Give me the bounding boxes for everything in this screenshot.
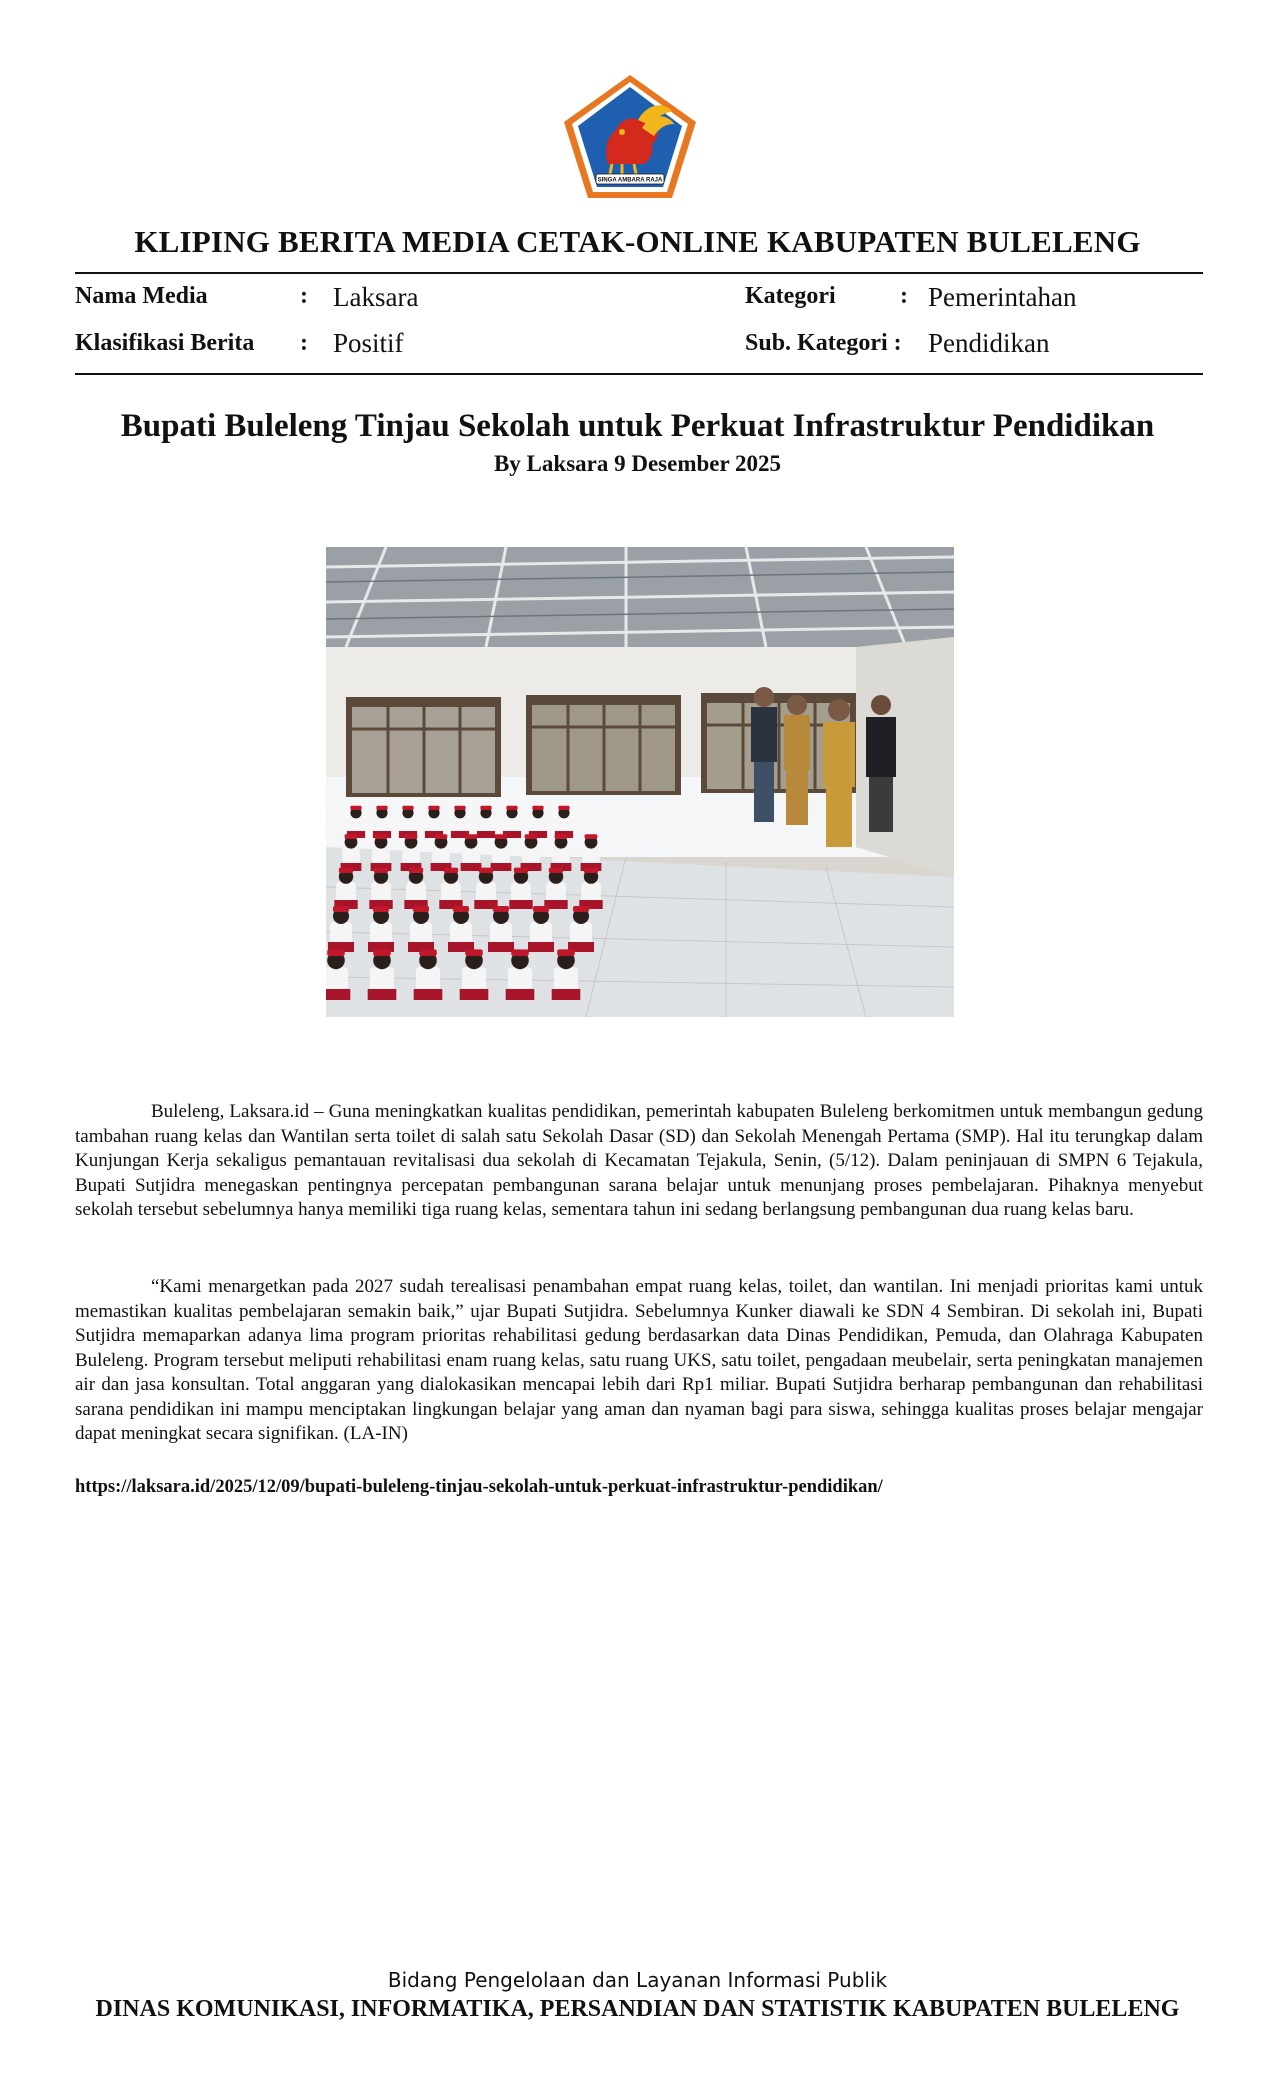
media-name-colon: :	[300, 283, 308, 309]
paragraph-2-text: “Kami menargetkan pada 2027 sudah terealisasi penambahan empat ruang kelas, toilet, dan wantilan. Ini menjadi prioritas kami untuk memastikan kualitas pembelajaran semakin baik,” ujar Bupati Sutjidra. Sebelumnya Kunker diawali ke SDN 4 Sembiran. Di sekolah ini, Bupati Sutjidra memaparkan adanya lima program prioritas rehabilitasi gedung berdasarkan data Dinas Pendidikan, Pemuda, dan Olahraga Kabupaten Buleleng. Program tersebut meliputi rehabilitasi enam ruang kelas, satu ruang UKS, satu toilet, pengadaan meubelair, serta peningkatan manajemen air dan jasa konsultan. Total anggaran yang dialokasikan mencapai lebih dari Rp1 miliar. Bupati Sutjidra berharap pembangunan dan rehabilitasi sarana pendidikan ini mampu menciptakan lingkungan belajar yang aman dan nyaman bagi para siswa, sehingga kualitas proses belajar mengajar dapat meningkat secara signifikan. (LA-IN)	[75, 1276, 1203, 1444]
header-divider-bottom	[75, 373, 1203, 375]
category-label: Kategori	[745, 283, 836, 309]
media-name-label: Nama Media	[75, 283, 208, 309]
news-classification-value: Positif	[333, 328, 404, 358]
article-paragraph-2	[75, 1275, 1203, 1447]
news-classification-colon: :	[300, 330, 308, 356]
source-url-link[interactable]: https://laksara.id/2025/12/09/bupati-buleleng-tinjau-sekolah-untuk-perkuat-infrastruktur-pendidikan/	[75, 1477, 883, 1497]
logo-motto: SINGA AMBARA RAJA	[597, 177, 663, 184]
paragraph-1-text: Buleleng, Laksara.id – Guna meningkatkan kualitas pendidikan, pemerintah kabupaten Buleleng berkomitmen untuk membangun gedung tambahan ruang kelas dan Wantilan serta toilet di salah satu Sekolah Dasar (SD) dan Sekolah Menengah Pertama (SMP). Hal itu terungkap dalam Kunjungan Kerja sekaligus pemantauan revitalisasi dua sekolah di Kecamatan Tejakula, Senin, (5/12). Dalam peninjauan di SMPN 6 Tejakula, Bupati Sutjidra menegaskan pentingnya percepatan pembangunan sarana belajar untuk menunjang proses pembelajaran. Pihaknya menyebut sekolah tersebut sebelumnya hanya memiliki tiga ruang kelas, sementara tahun ini sedang berlangsung pembangunan dua ruang kelas baru.	[75, 1101, 1203, 1220]
article-byline: By Laksara 9 Desember 2025	[493, 451, 782, 476]
sub-category-label: Sub. Kategori :	[745, 330, 902, 356]
page-header-title: KLIPING BERITA MEDIA CETAK-ONLINE KABUPATEN BULELENG	[134, 224, 1141, 259]
buleleng-regency-logo	[560, 72, 700, 202]
category-colon: :	[900, 283, 908, 309]
sub-category-value: Pendidikan	[928, 328, 1050, 358]
article-title: Bupati Buleleng Tinjau Sekolah untuk Perkuat Infrastruktur Pendidikan	[120, 408, 1155, 444]
media-name-value: Laksara	[333, 282, 419, 312]
article-paragraph-1	[75, 1100, 1203, 1223]
article-photo	[326, 547, 954, 1017]
category-value: Pemerintahan	[928, 282, 1077, 312]
news-classification-label: Klasifikasi Berita	[75, 330, 255, 356]
footer-agency-name: DINAS KOMUNIKASI, INFORMATIKA, PERSANDIAN DAN STATISTIK KABUPATEN BULELENG	[95, 1996, 1180, 2022]
header-divider-top	[75, 272, 1203, 274]
footer-subtitle: Bidang Pengelolaan dan Layanan Informasi Publik	[387, 1968, 888, 1992]
